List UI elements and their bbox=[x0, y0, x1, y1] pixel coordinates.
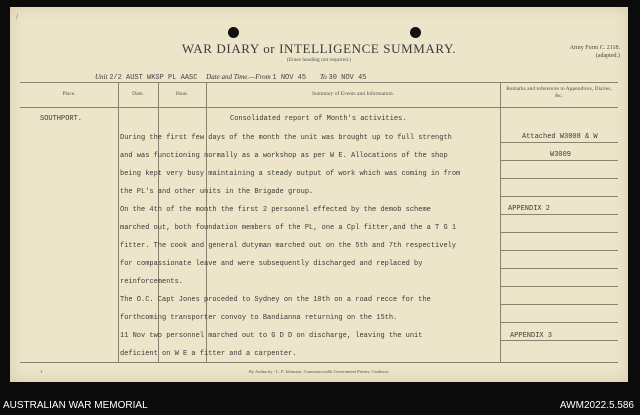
remark-appendix-2: APPENDIX 2 bbox=[508, 205, 551, 213]
col-rule-date bbox=[118, 82, 119, 362]
col-header-date: Date. bbox=[132, 91, 144, 97]
remark-rule bbox=[500, 322, 618, 323]
table-bottom-rule bbox=[20, 362, 618, 363]
unit-label: Unit bbox=[95, 73, 108, 81]
punch-hole-left bbox=[228, 27, 239, 38]
entry-line: The O.C. Capt Jones proceded to Sydney on the 10th on a road recce for the bbox=[120, 296, 431, 304]
corner-mark: / bbox=[16, 12, 19, 21]
entry-line: reinforcements. bbox=[120, 278, 184, 286]
remark-rule bbox=[500, 286, 618, 287]
entry-line: On the 4th of the month the first 2 personnel effected by the demob scheme bbox=[120, 206, 431, 214]
date-from: 1 NOV 45 bbox=[272, 74, 307, 82]
entry-line: deficient on W E a fitter and a carpenter. bbox=[120, 350, 297, 358]
place-value: SOUTHPORT. bbox=[40, 115, 83, 123]
entry-line: marched out, both foundation members of the PL, one a Cpl fitter,and the a T G 1 bbox=[120, 224, 457, 232]
entry-line: and was functioning normally as a workshop as per W E. Allocations of the shop bbox=[120, 152, 448, 160]
punch-hole-right bbox=[410, 27, 421, 38]
remark-w3009: W3009 bbox=[550, 151, 572, 159]
entry-line: During the first few days of the month the unit was brought up to full strength bbox=[120, 134, 452, 142]
remark-rule bbox=[500, 178, 618, 179]
table-head-rule bbox=[20, 107, 618, 108]
footer-left: 1. bbox=[40, 369, 44, 374]
col-header-place: Place. bbox=[62, 91, 76, 97]
remark-rule bbox=[500, 160, 618, 161]
col-rule-remarks bbox=[500, 82, 501, 362]
remark-rule bbox=[500, 142, 618, 143]
remark-rule bbox=[500, 232, 618, 233]
form-number bbox=[570, 44, 620, 60]
col-header-remarks: Remarks and references to Appendices, Diaries, &c. bbox=[506, 86, 612, 99]
entry-line: Consolidated report of Month's activities. bbox=[230, 115, 407, 123]
remark-appendix-3: APPENDIX 3 bbox=[510, 332, 553, 340]
remark-rule bbox=[500, 304, 618, 305]
form-number-text: Army Form C. 2118. bbox=[569, 45, 620, 51]
caption-institution: AUSTRALIAN WAR MEMORIAL bbox=[3, 400, 148, 411]
table-top-rule bbox=[20, 82, 618, 83]
remark-attached: Attached W3008 & W bbox=[522, 133, 598, 141]
entry-line: fitter. The cook and general dutyman marched out on the 5th and 7th respectively bbox=[120, 242, 457, 250]
remark-rule bbox=[500, 214, 618, 215]
entry-line: 11 Nov two personnel marched out to G D D on discharge, leaving the unit bbox=[120, 332, 423, 340]
col-header-hour: Hour. bbox=[175, 91, 189, 97]
diary-sheet bbox=[10, 7, 628, 382]
col-header-summary: Summary of Events and Information. bbox=[311, 91, 395, 97]
remark-rule bbox=[500, 268, 618, 269]
date-to: 30 NOV 45 bbox=[328, 74, 367, 82]
unit-value: 2/2 AUST WKSP PL AASC bbox=[109, 74, 198, 82]
entry-line: the PL's and other units in the Brigade group. bbox=[120, 188, 314, 196]
remark-rule bbox=[500, 250, 618, 251]
entry-line: forthcoming transporter convoy to Bandianna returning on the 15th. bbox=[120, 314, 398, 322]
remark-rule bbox=[500, 340, 618, 341]
footer-printer: By Authority : L. F. Johnston, Commonwealth Government Printer, Canberra. bbox=[248, 369, 390, 374]
entry-line: for compassionate leave and were subsequently discharged and replaced by bbox=[120, 260, 423, 268]
unit-date-line bbox=[95, 73, 366, 82]
date-label: Date and Time.—From bbox=[206, 73, 271, 81]
entry-line: being kept very busy maintaining a steady output of work which was coming in from bbox=[120, 170, 461, 178]
to-label: To bbox=[320, 73, 327, 81]
caption-accession: AWM2022.5.586 bbox=[559, 400, 634, 411]
page-title: WAR DIARY or INTELLIGENCE SUMMARY. bbox=[181, 41, 457, 56]
form-note-text: (adapted.) bbox=[595, 53, 620, 59]
remark-rule bbox=[500, 196, 618, 197]
page-subtitle: (Erase heading not required.) bbox=[286, 57, 352, 63]
